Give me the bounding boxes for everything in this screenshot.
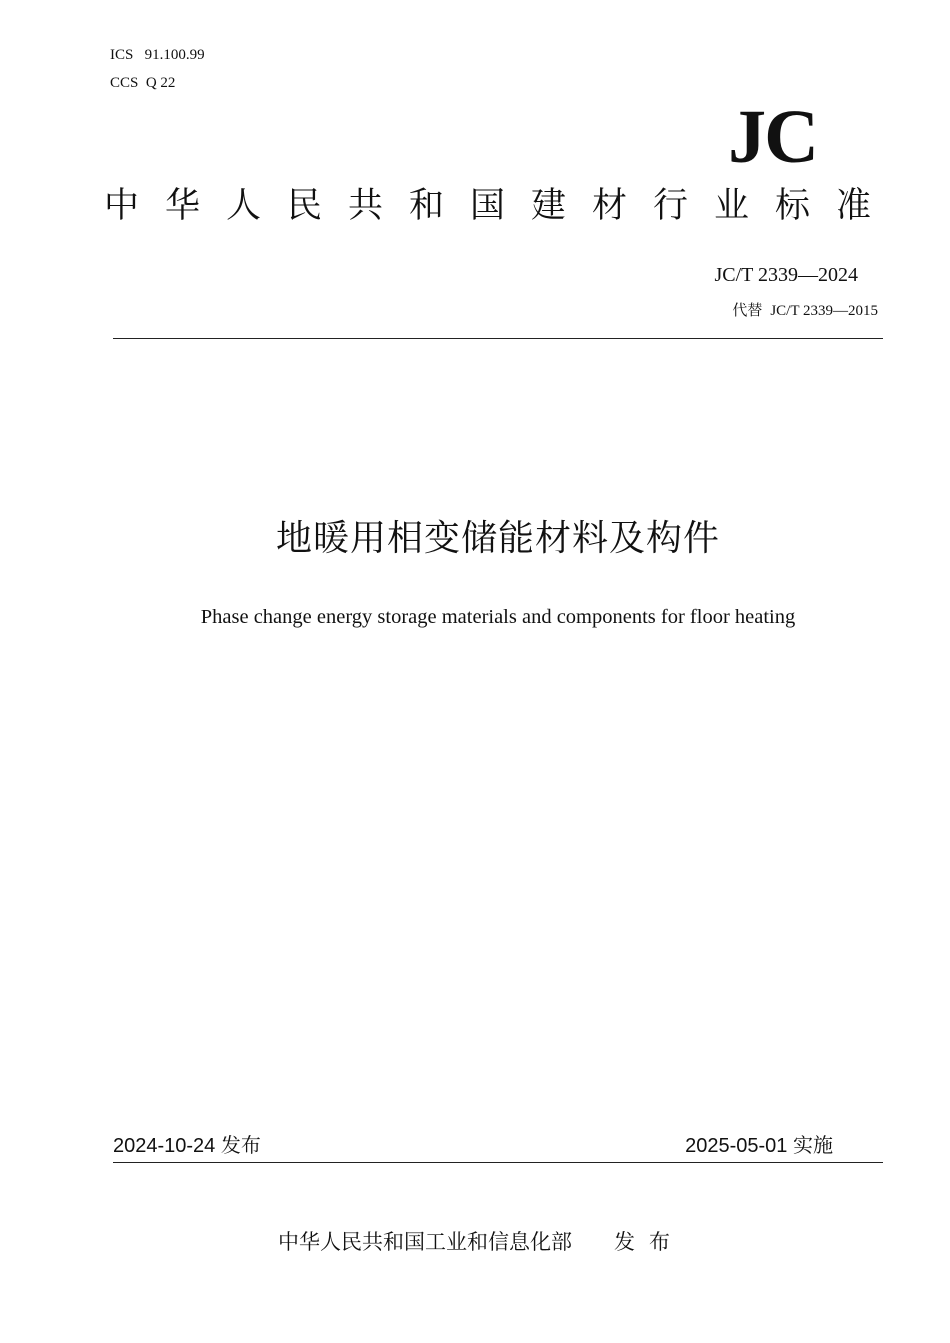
jc-logo: JC xyxy=(728,95,817,179)
replaces-label: 代替 xyxy=(732,301,763,319)
standard-organization: 中华人民共和国建材行业标准 xyxy=(104,186,898,226)
ics-code: ICS 91.100.99 xyxy=(110,47,205,63)
implementation-date: 2025-05-01 实施 xyxy=(685,1135,833,1157)
replaces-code: JC/T 2339—2015 xyxy=(770,303,878,319)
footer-divider xyxy=(113,1162,883,1163)
replaces-line xyxy=(732,300,878,321)
publisher-name: 中华人民共和国工业和信息化部 xyxy=(278,1230,572,1254)
title-chinese: 地暖用相变储能材料及构件 xyxy=(275,518,720,559)
issue-date: 2024-10-24 发布 xyxy=(113,1135,261,1157)
publisher-line xyxy=(278,1227,684,1257)
standard-code: JC/T 2339—2024 xyxy=(714,264,858,286)
publish-action: 发布 xyxy=(614,1230,684,1254)
ccs-code: CCS Q 22 xyxy=(110,75,176,91)
header-divider xyxy=(113,338,883,339)
title-english: Phase change energy storage materials and components for floor heating xyxy=(200,606,796,628)
